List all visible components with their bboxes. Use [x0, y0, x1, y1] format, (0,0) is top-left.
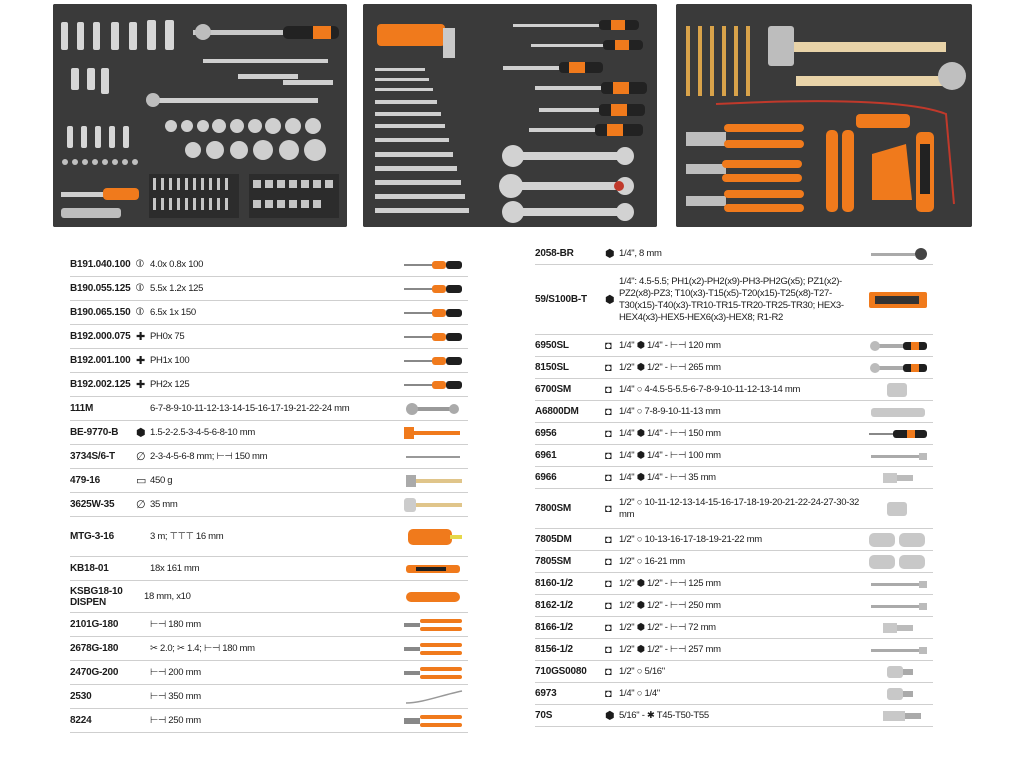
spec-row — [535, 595, 933, 617]
screwdriver-thumbnail-icon — [402, 257, 464, 276]
spec-symbol-icon: ◘ — [605, 427, 612, 440]
spec-row — [535, 661, 933, 683]
spec-description: 18 mm, x10 — [144, 590, 191, 602]
spec-row — [535, 551, 933, 573]
spec-row — [70, 349, 468, 373]
adapter-thumbnail-icon — [867, 664, 929, 683]
product-code: 59/S100B-T — [535, 294, 587, 305]
spec-row — [70, 661, 468, 685]
spec-description: 1/2" ⬢ 1/2" - ⊢⊣ 257 mm — [619, 643, 721, 655]
hexkeys-thumbnail-icon — [402, 425, 464, 444]
ujoint-thumbnail-icon — [867, 470, 929, 489]
tape-thumbnail-icon — [402, 529, 464, 548]
product-code: MTG-3-16 — [70, 531, 114, 542]
spec-symbol-icon: ⦶ — [136, 282, 144, 294]
left-spec-table — [70, 253, 468, 763]
product-code: B190.055.125 — [70, 283, 131, 294]
spec-symbol-icon: ∅ — [136, 451, 146, 463]
product-code: 2470G-200 — [70, 667, 119, 678]
spec-row — [70, 517, 468, 557]
spec-row — [535, 529, 933, 551]
spec-description: ⊢⊣ 350 mm — [150, 690, 201, 702]
socket-thumbnail-icon — [867, 382, 929, 401]
product-code: 6956 — [535, 428, 557, 439]
spec-symbol-icon: ▭ — [136, 475, 147, 487]
spec-description: ✂ 2.0; ✂ 1.4; ⊢⊣ 180 mm — [150, 642, 255, 654]
spec-description: 5/16" - ✱ T45-T50-T55 — [619, 709, 709, 721]
spec-symbol-icon: ◘ — [605, 643, 612, 656]
spec-description: ⊢⊣ 180 mm — [150, 618, 201, 630]
product-code: 8156-1/2 — [535, 644, 573, 655]
extension-thumbnail-icon — [867, 448, 929, 467]
spec-symbol-icon: ◘ — [605, 577, 612, 590]
longsocket-thumbnail-icon — [867, 404, 929, 423]
spec-description: PH2x 125 — [150, 378, 190, 390]
product-code: 8160-1/2 — [535, 578, 573, 589]
spec-description: 1/4" ○ 1/4" — [619, 687, 660, 699]
product-code: B192.002.125 — [70, 379, 131, 390]
spec-symbol-icon: ⦶ — [136, 306, 144, 318]
product-code: KSBG18-10 DISPEN — [70, 585, 123, 608]
spec-row — [535, 423, 933, 445]
knife-thumbnail-icon — [402, 561, 464, 580]
spec-symbol-icon: ◘ — [605, 687, 612, 700]
spec-description: 1/4" ○ 7-8-9-10-11-13 mm — [619, 405, 721, 417]
tray-pliers — [676, 4, 972, 227]
product-code: B190.065.150 — [70, 307, 131, 318]
pliers-thumbnail-icon — [402, 617, 464, 636]
blades-thumbnail-icon — [402, 589, 464, 608]
product-code: B191.040.100 — [70, 259, 131, 270]
spec-description: 1/2" ○ 10-13-16-17-18-19-21-22 mm — [619, 533, 762, 545]
spec-row — [70, 685, 468, 709]
spec-row — [535, 573, 933, 595]
ratchet-thumbnail-icon — [867, 360, 929, 379]
pliers-thumbnail-icon — [402, 641, 464, 660]
deepsockets-thumbnail-icon — [867, 532, 929, 551]
tray-pliers-illustration — [676, 4, 972, 227]
spec-row — [535, 489, 933, 529]
spec-symbol-icon: ◘ — [605, 339, 612, 352]
spec-symbol-icon: ⬢ — [605, 710, 615, 722]
product-code: 70S — [535, 710, 553, 721]
spec-symbol-icon: ◘ — [605, 449, 612, 462]
spec-row — [70, 445, 468, 469]
spec-row — [535, 639, 933, 661]
spec-row — [535, 467, 933, 489]
hammer-thumbnail-icon — [402, 473, 464, 492]
product-code: 6700SM — [535, 384, 572, 395]
product-code: 6950SL — [535, 340, 569, 351]
product-code: 8224 — [70, 715, 92, 726]
spec-row — [535, 401, 933, 423]
spec-description: 35 mm — [150, 498, 178, 510]
spec-symbol-icon: ◘ — [605, 502, 612, 515]
bits-thumbnail-icon — [867, 708, 929, 727]
spec-description: 2-3-4-5-6-8 mm; ⊢⊣ 150 mm — [150, 450, 268, 462]
product-code: B192.000.075 — [70, 331, 131, 342]
spec-description: 1/2" ⬢ 1/2" - ⊢⊣ 250 mm — [619, 599, 721, 611]
spec-row — [70, 469, 468, 493]
screwdriver-thumbnail-icon — [402, 281, 464, 300]
ujoint-thumbnail-icon — [867, 620, 929, 639]
extension-thumbnail-icon — [867, 576, 929, 595]
spec-row — [70, 613, 468, 637]
screwdriver-thumbnail-icon — [402, 329, 464, 348]
spec-description: 1/4" ⬢ 1/4" - ⊢⊣ 35 mm — [619, 471, 716, 483]
tray-sockets-illustration — [53, 4, 347, 227]
spec-description: 1/2" ○ 10-11-12-13-14-15-16-17-18-19-20-21-22-24-27-30-32 mm — [619, 496, 860, 520]
spec-symbol-icon: ✚ — [136, 355, 146, 367]
product-code: 2101G-180 — [70, 619, 119, 630]
product-code: 479-16 — [70, 475, 100, 486]
product-code: BE-9770-B — [70, 427, 119, 438]
spec-symbol-icon: ◘ — [605, 533, 612, 546]
spec-row — [70, 373, 468, 397]
spec-row — [535, 617, 933, 639]
spec-row — [535, 445, 933, 467]
extension-thumbnail-icon — [867, 598, 929, 617]
spec-description: 1/4" ⬢ 1/4" - ⊢⊣ 150 mm — [619, 427, 721, 439]
product-code: 2058-BR — [535, 248, 574, 259]
product-code: 7805DM — [535, 534, 572, 545]
adapter-thumbnail-icon — [867, 686, 929, 705]
spec-symbol-icon: ✚ — [136, 331, 146, 343]
product-code: 8166-1/2 — [535, 622, 573, 633]
socket-thumbnail-icon — [867, 501, 929, 520]
spec-description: 1/2" ⬢ 1/2" - ⊢⊣ 125 mm — [619, 577, 721, 589]
spec-symbol-icon: ⬢ — [605, 248, 615, 260]
spec-description: 1/4" ○ 4-4.5-5-5.5-6-7-8-9-10-11-12-13-14 mm — [619, 383, 801, 395]
spec-row — [535, 265, 933, 335]
rod-thumbnail-icon — [402, 449, 464, 468]
spec-symbol-icon: ◘ — [605, 599, 612, 612]
spec-row — [70, 253, 468, 277]
driver-thumbnail-icon — [867, 426, 929, 445]
spec-row — [535, 705, 933, 727]
spec-row — [535, 357, 933, 379]
spec-row — [70, 325, 468, 349]
screwdriver-thumbnail-icon — [402, 377, 464, 396]
spec-description: 1/4": 4.5-5.5; PH1(x2)-PH2(x9)-PH3-PH2G(x5); PZ1(x2)-PZ2(x8)-PZ3; T10(x3)-T15(x5)-T20(x15)-T25(x8)-T27-T30(x15)-T40(x3)-TR10-TR15-TR20-TR25-TR30; HEX3-HEX4(x3)-HEX5-HEX6(x3)-HEX8; R1-R2 — [619, 275, 844, 323]
spec-description: ⊢⊣ 200 mm — [150, 666, 201, 678]
spec-symbol-icon: ◘ — [605, 621, 612, 634]
bitcase-thumbnail-icon — [867, 292, 929, 311]
spec-description: 1/2" ⬢ 1/2" - ⊢⊣ 72 mm — [619, 621, 716, 633]
product-code: 2678G-180 — [70, 643, 119, 654]
spec-description: 5.5x 1.2x 125 — [150, 282, 204, 294]
spec-description: 4.0x 0.8x 100 — [150, 258, 204, 270]
right-spec-table — [535, 243, 933, 768]
spec-description: 3 m; ⊤⊤⊤ 16 mm — [150, 530, 224, 542]
spec-row — [70, 301, 468, 325]
spec-description: PH0x 75 — [150, 330, 185, 342]
spec-row — [70, 493, 468, 517]
product-code: 6966 — [535, 472, 557, 483]
product-code: KB18-01 — [70, 563, 109, 574]
spec-row — [535, 379, 933, 401]
spec-description: 450 g — [150, 474, 173, 486]
spec-row — [70, 277, 468, 301]
spec-symbol-icon: ⬢ — [605, 294, 615, 306]
spec-symbol-icon: ◘ — [605, 555, 612, 568]
product-code: 7805SM — [535, 556, 572, 567]
product-code: 8162-1/2 — [535, 600, 573, 611]
spec-row — [70, 581, 468, 613]
bithandle-thumbnail-icon — [867, 246, 929, 265]
screwdriver-thumbnail-icon — [402, 353, 464, 372]
product-code: 111M — [70, 403, 94, 414]
spec-row — [70, 421, 468, 445]
product-code: 6973 — [535, 688, 557, 699]
spec-symbol-icon: ◘ — [605, 471, 612, 484]
product-code: A6800DM — [535, 406, 579, 417]
product-code: 710GS0080 — [535, 666, 587, 677]
product-code: 2530 — [70, 691, 92, 702]
spec-description: ⊢⊣ 250 mm — [150, 714, 201, 726]
spec-description: 1/4" ⬢ 1/4" - ⊢⊣ 120 mm — [619, 339, 721, 351]
spec-symbol-icon: ∅ — [136, 499, 146, 511]
spec-symbol-icon: ◘ — [605, 665, 612, 678]
product-code: 3625W-35 — [70, 499, 115, 510]
spec-symbol-icon: ◘ — [605, 361, 612, 374]
product-code: 7800SM — [535, 503, 572, 514]
spec-row — [535, 683, 933, 705]
ratchet-thumbnail-icon — [867, 338, 929, 357]
spec-symbol-icon: ◘ — [605, 405, 612, 418]
pickup-thumbnail-icon — [402, 689, 464, 708]
spec-description: 1/2" ⬢ 1/2" - ⊢⊣ 265 mm — [619, 361, 721, 373]
spec-symbol-icon: ✚ — [136, 379, 146, 391]
spec-description: 1/4", 8 mm — [619, 247, 662, 259]
tray-sockets — [53, 4, 347, 227]
extension-thumbnail-icon — [867, 642, 929, 661]
spec-description: 6.5x 1x 150 — [150, 306, 196, 318]
spec-row — [70, 709, 468, 733]
spec-row — [535, 243, 933, 265]
wrench-pliers-thumbnail-icon — [402, 713, 464, 732]
screwdriver-thumbnail-icon — [402, 305, 464, 324]
deepsockets-thumbnail-icon — [867, 554, 929, 573]
spec-description: 18x 161 mm — [150, 562, 200, 574]
product-code: 6961 — [535, 450, 557, 461]
spec-symbol-icon: ◘ — [605, 383, 612, 396]
spec-row — [535, 335, 933, 357]
spec-description: 1/2" ○ 5/16" — [619, 665, 665, 677]
pliers-thumbnail-icon — [402, 665, 464, 684]
wrench-thumbnail-icon — [402, 401, 464, 420]
tray-wrenches-illustration — [363, 4, 657, 227]
spec-symbol-icon: ⦶ — [136, 258, 144, 270]
spec-symbol-icon: ⬢ — [136, 427, 146, 439]
product-code: B192.001.100 — [70, 355, 131, 366]
spec-description: 1/4" ⬢ 1/4" - ⊢⊣ 100 mm — [619, 449, 721, 461]
tray-wrenches — [363, 4, 657, 227]
spec-description: 6-7-8-9-10-11-12-13-14-15-16-17-19-21-22-24 mm — [150, 402, 350, 414]
spec-row — [70, 557, 468, 581]
spec-description: 1/2" ○ 16-21 mm — [619, 555, 685, 567]
spec-description: 1.5-2-2.5-3-4-5-6-8-10 mm — [150, 426, 255, 438]
spec-description: PH1x 100 — [150, 354, 190, 366]
product-code: 8150SL — [535, 362, 569, 373]
mallet-thumbnail-icon — [402, 497, 464, 516]
spec-row — [70, 637, 468, 661]
spec-row — [70, 397, 468, 421]
product-code: 3734S/6-T — [70, 451, 115, 462]
